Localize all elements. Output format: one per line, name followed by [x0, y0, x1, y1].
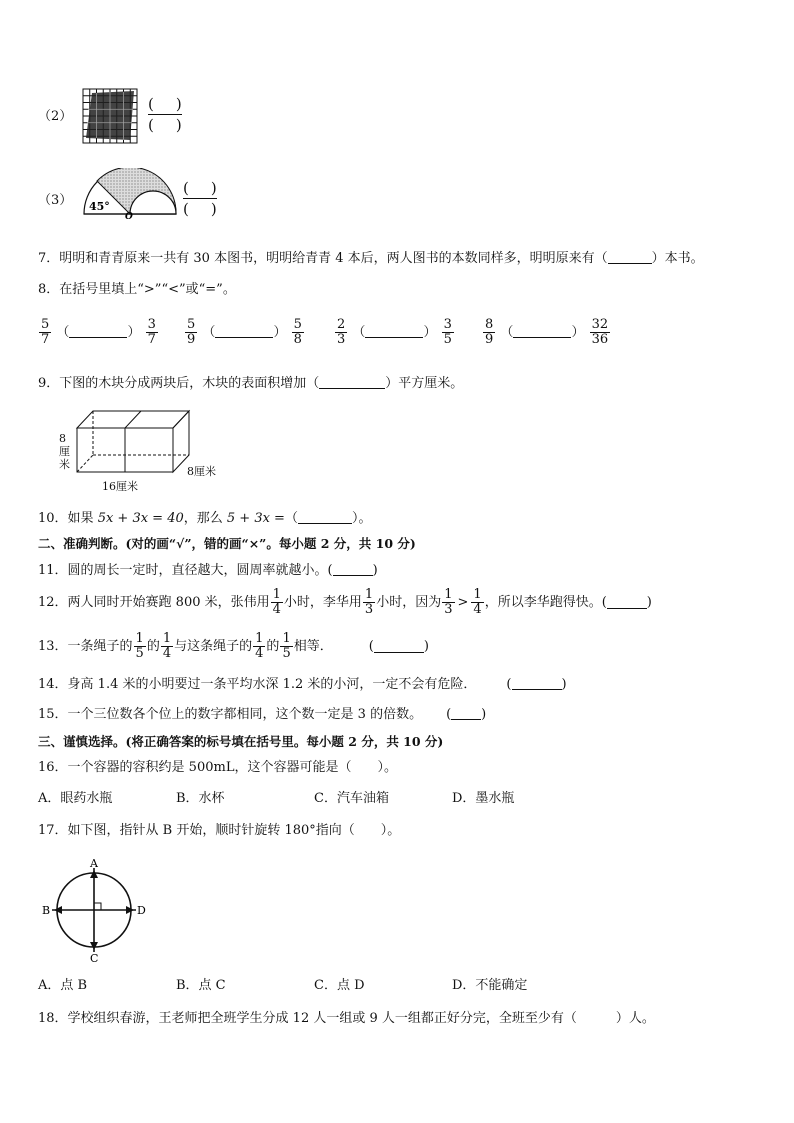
question-12-text: 小时，因为: [376, 594, 442, 610]
question-7-text: 7．明明和青青原来一共有 30 本图书，明明给青青 4 本后，两人图书的本数同样多，明明原来有（: [38, 251, 608, 266]
numerator: 8: [485, 317, 494, 332]
paren-open: （: [500, 325, 514, 340]
height-dimension: [59, 432, 70, 471]
fraction-blank-3: ( ) ( ): [183, 179, 217, 218]
question-11-text: 11．圆的周长一定时，直径越大，圆周率就越小。(: [38, 563, 333, 578]
grid-shaded-figure: [82, 88, 138, 146]
option-c[interactable]: C．点 D: [314, 978, 365, 993]
denominator: 3: [337, 332, 346, 347]
answer-blank[interactable]: [319, 376, 385, 389]
numerator: 3: [147, 317, 156, 332]
answer-blank[interactable]: [608, 251, 652, 264]
question-10: [38, 510, 371, 528]
denominator: 7: [147, 332, 156, 347]
question-17: 17．如下图，指针从 B 开始，顺时针旋转 180°指向（ ）。: [38, 823, 401, 838]
answer-blank[interactable]: [512, 677, 562, 690]
fraction-one-third: $\frac{1}{3}$: [364, 587, 374, 617]
numerator: 5: [187, 317, 196, 332]
option-a[interactable]: A．眼药水瓶: [38, 791, 113, 806]
question-18: 18．学校组织春游，王老师把全班学生分成 12 人一组或 9 人一组都正好分完，全班至少有（ ）人。: [38, 1011, 655, 1026]
height-unit: 米: [59, 458, 70, 471]
question-13: [38, 632, 429, 661]
paren-close: ): [423, 638, 429, 654]
height-value: 8: [59, 432, 66, 445]
fraction-one-third: $\frac{1}{3}$: [444, 587, 453, 617]
answer-blank[interactable]: [374, 640, 424, 653]
fraction-one-fifth: $\frac{1}{5}$: [135, 631, 144, 661]
fraction-blank-2: ( ) ( ): [148, 95, 182, 134]
option-b[interactable]: B．水杯: [176, 791, 225, 806]
paren-close: ): [372, 563, 378, 578]
paren-close: ）: [423, 325, 437, 340]
numerator: 5: [293, 317, 302, 332]
paren-close: ): [561, 677, 567, 692]
answer-blank[interactable]: [451, 707, 481, 720]
point-a-label: A: [90, 857, 98, 870]
numerator: 3: [443, 317, 452, 332]
fraction-one-quarter: $\frac{1}{4}$: [272, 587, 281, 617]
option-b[interactable]: B．点 C: [176, 978, 226, 993]
paren-open: （: [202, 325, 216, 340]
comparison-1: [38, 318, 159, 347]
numerator: 2: [337, 317, 346, 332]
paren-open: (: [368, 638, 374, 654]
answer-blank[interactable]: [365, 325, 423, 338]
question-9-text: 9．下图的木块分成两块后，木块的表面积增加（: [38, 376, 320, 391]
paren-open: （: [284, 511, 298, 526]
denominator: 5: [443, 332, 452, 347]
paren-open: (: [446, 707, 452, 722]
question-16: 16．一个容器的容积约是 500mL，这个容器可能是（ ）。: [38, 760, 397, 775]
length-dimension: 16厘米: [102, 480, 138, 493]
paren-close: ）。: [351, 511, 372, 526]
answer-blank[interactable]: [298, 511, 352, 524]
comparison-4: [482, 318, 611, 347]
fraction-one-quarter: $\frac{1}{4}$: [473, 587, 482, 617]
paren-close: ): [646, 594, 652, 610]
answer-blank[interactable]: [215, 325, 273, 338]
answer-blank[interactable]: [513, 325, 571, 338]
question-12-text: 12．两人同时开始赛跑 800 米，张伟用: [38, 594, 270, 610]
question-12-text: 小时，李华用: [283, 594, 362, 610]
compass-figure: [40, 856, 160, 966]
answer-blank[interactable]: [333, 563, 373, 576]
paren-close: ): [481, 707, 487, 722]
point-c-label: C: [90, 952, 99, 965]
option-c[interactable]: C．汽车油箱: [314, 791, 389, 806]
question-13-text: 13．一条绳子的: [38, 638, 133, 654]
question-7: [38, 250, 704, 268]
fraction-one-quarter: $\frac{1}{4}$: [255, 631, 264, 661]
option-a[interactable]: A．点 B: [38, 978, 88, 993]
point-d-label: D: [137, 904, 146, 917]
question-11: [38, 562, 378, 580]
question-14-text: 14．身高 1.4 米的小明要过一条平均水深 1.2 米的小河，一定不会有危险．: [38, 677, 477, 692]
o-label: O: [125, 212, 133, 220]
fraction-one-quarter: $\frac{1}{4}$: [162, 631, 172, 661]
sector-figure: [80, 168, 180, 220]
question-8-comparisons: [38, 318, 618, 356]
paren-close: ）: [127, 325, 141, 340]
question-9-end: ）平方厘米。: [385, 376, 464, 391]
angle-label: 45°: [89, 200, 110, 213]
figure-2-label: （2）: [38, 109, 73, 124]
depth-dimension: 8厘米: [187, 465, 216, 478]
comparison-3: [334, 318, 455, 347]
paren-open: （: [352, 325, 366, 340]
denominator: 7: [41, 332, 50, 347]
question-12-text: ，所以李华跑得快。(: [484, 594, 607, 610]
section-2-heading: 二、准确判断。(对的画“√”，错的画“×”。每小题 2 分，共 10 分): [38, 536, 416, 551]
fraction-one-fifth: $\frac{1}{5}$: [282, 631, 291, 661]
question-10-text: 10．如果: [38, 511, 98, 526]
question-8: 8．在括号里填上“>”“<”或“=”。: [38, 282, 236, 297]
question-13-text: 的: [146, 638, 160, 654]
denominator: 8: [293, 332, 302, 347]
denominator: 9: [485, 332, 494, 347]
paren-close: ）: [273, 325, 287, 340]
paren-close: ）: [571, 325, 585, 340]
answer-blank[interactable]: [69, 325, 127, 338]
question-9: [38, 375, 463, 393]
question-15: [38, 706, 486, 724]
section-3-heading: 三、谨慎选择。(将正确答案的标号填在括号里。每小题 2 分，共 10 分): [38, 734, 444, 749]
option-d[interactable]: D．不能确定: [452, 978, 528, 993]
question-13-text: 相等．: [293, 638, 333, 654]
question-7-end: ）本书。: [651, 251, 704, 266]
comparison-2: [184, 318, 305, 347]
numerator: 32: [591, 317, 609, 332]
answer-blank[interactable]: [607, 596, 647, 609]
height-unit: 厘: [59, 445, 70, 458]
question-15-text: 15．一个三位数各个位上的数字都相同，这个数一定是 3 的倍数。: [38, 707, 423, 722]
numerator: 5: [41, 317, 50, 332]
wood-block-figure: [55, 405, 235, 495]
equation: 5x + 3x = 40: [97, 511, 184, 526]
option-d[interactable]: D．墨水瓶: [452, 791, 515, 806]
question-10-text: ，那么: [183, 511, 227, 526]
figure-3-label: （3）: [38, 193, 73, 208]
question-13-text: 与这条绳子的: [174, 638, 253, 654]
paren-open: （: [56, 325, 70, 340]
question-12: 12．两人同时开始赛跑 800 米，张伟用 $\frac{1}{4}$ 小时，李华用 $\frac{1}{3}$ 小时，因为 $\frac{1}{3}$ > $\frac{1}{4}$ ，所以李华跑得快。( ): [38, 587, 652, 617]
question-14: [38, 676, 567, 694]
denominator: 36: [591, 332, 609, 347]
question-13-text: 的: [266, 638, 280, 654]
expression: 5 + 3x =: [226, 511, 285, 526]
point-b-label: B: [42, 904, 51, 917]
denominator: 9: [187, 332, 196, 347]
paren-open: (: [506, 677, 512, 692]
